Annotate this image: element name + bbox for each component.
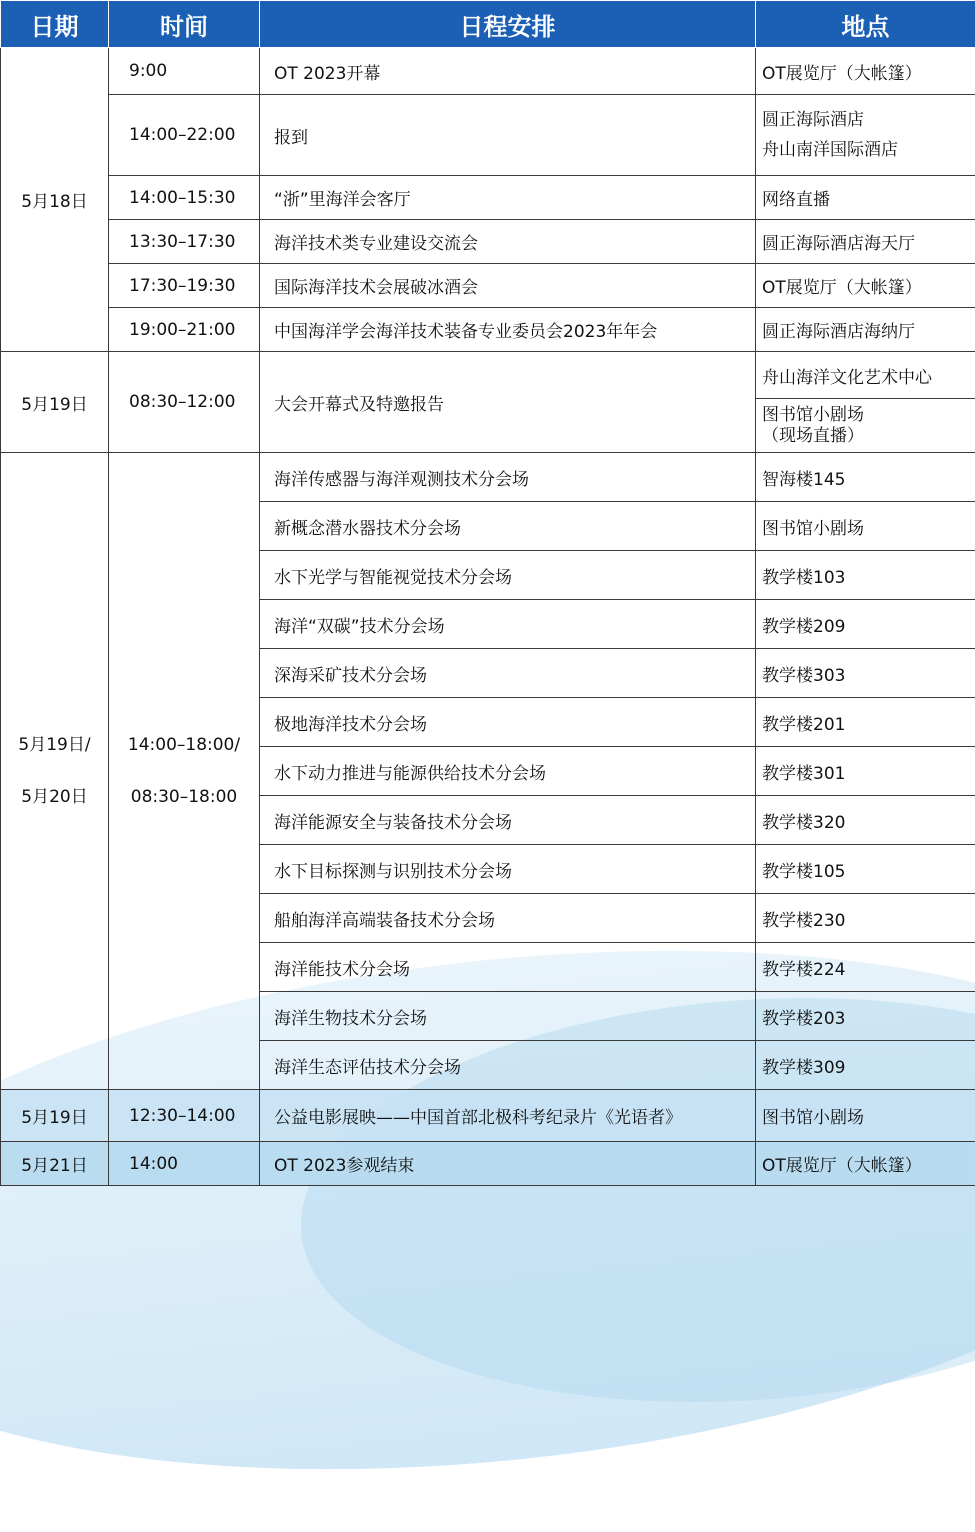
table-row [1, 95, 975, 176]
date-cell [1, 453, 109, 1090]
location-cell: 教学楼103 [756, 551, 975, 600]
location-cell: 教学楼209 [756, 600, 975, 649]
event-cell: 海洋能源安全与装备技术分会场 [260, 796, 756, 845]
location-cell: 圆正海际酒店海纳厅 [756, 308, 975, 352]
date-line: 5月20日 [1, 771, 108, 823]
location-cell: 教学楼320 [756, 796, 975, 845]
location-cell: OT展览厅（大帐篷） [756, 264, 975, 308]
event-cell: 海洋能技术分会场 [260, 943, 756, 992]
header-row [1, 1, 975, 48]
time-cell [109, 453, 260, 1090]
event-cell: 船舶海洋高端装备技术分会场 [260, 894, 756, 943]
location-cell: 教学楼224 [756, 943, 975, 992]
location-cell: 教学楼230 [756, 894, 975, 943]
event-cell: OT 2023参观结束 [260, 1142, 756, 1186]
location-cell: 舟山海洋文化艺术中心 [756, 352, 975, 399]
location-line: 图书馆小剧场 [762, 405, 975, 426]
location-cell: 教学楼301 [756, 747, 975, 796]
time-cell: 17:30–19:30 [109, 264, 260, 308]
event-cell: 中国海洋学会海洋技术装备专业委员会2023年年会 [260, 308, 756, 352]
event-cell: 极地海洋技术分会场 [260, 698, 756, 747]
event-cell: 海洋传感器与海洋观测技术分会场 [260, 453, 756, 502]
date-cell: 5月18日 [1, 48, 109, 352]
location-cell [756, 399, 975, 453]
event-cell: 海洋生物技术分会场 [260, 992, 756, 1041]
event-cell: 国际海洋技术会展破冰酒会 [260, 264, 756, 308]
location-cell: 图书馆小剧场 [756, 1090, 975, 1142]
time-cell: 14:00–15:30 [109, 176, 260, 220]
event-cell: 新概念潜水器技术分会场 [260, 502, 756, 551]
time-cell: 14:00 [109, 1142, 260, 1186]
location-line: 圆正海际酒店 [762, 105, 975, 135]
table-row [1, 1142, 975, 1186]
table-row [1, 352, 975, 399]
event-cell: 深海采矿技术分会场 [260, 649, 756, 698]
event-cell: 报到 [260, 95, 756, 176]
location-cell: 图书馆小剧场 [756, 502, 975, 551]
table-row [1, 1090, 975, 1142]
event-cell: 公益电影展映——中国首部北极科考纪录片《光语者》 [260, 1090, 756, 1142]
header-location: 地点 [756, 1, 975, 48]
time-cell: 13:30–17:30 [109, 220, 260, 264]
header-time: 时间 [109, 1, 260, 48]
table-row [1, 453, 975, 502]
location-line: （现场直播） [762, 426, 975, 447]
event-cell: 水下目标探测与识别技术分会场 [260, 845, 756, 894]
location-cell: OT展览厅（大帐篷） [756, 48, 975, 95]
location-cell: 教学楼203 [756, 992, 975, 1041]
table-row [1, 264, 975, 308]
location-cell: 网络直播 [756, 176, 975, 220]
event-cell: “浙”里海洋会客厅 [260, 176, 756, 220]
header-schedule: 日程安排 [260, 1, 756, 48]
location-cell: 智海楼145 [756, 453, 975, 502]
time-cell: 19:00–21:00 [109, 308, 260, 352]
event-cell: 大会开幕式及特邀报告 [260, 352, 756, 453]
time-cell: 08:30–12:00 [109, 352, 260, 453]
location-cell: OT展览厅（大帐篷） [756, 1142, 975, 1186]
table-row [1, 176, 975, 220]
location-cell: 教学楼303 [756, 649, 975, 698]
location-cell: 圆正海际酒店海天厅 [756, 220, 975, 264]
date-cell: 5月21日 [1, 1142, 109, 1186]
date-line: 5月19日/ [1, 719, 108, 771]
location-cell: 教学楼201 [756, 698, 975, 747]
table-row [1, 308, 975, 352]
location-line: 舟山南洋国际酒店 [762, 135, 975, 165]
event-cell: 水下光学与智能视觉技术分会场 [260, 551, 756, 600]
time-line: 08:30–18:00 [109, 771, 259, 823]
event-cell: 海洋生态评估技术分会场 [260, 1041, 756, 1090]
event-cell: 海洋“双碳”技术分会场 [260, 600, 756, 649]
header-date: 日期 [1, 1, 109, 48]
location-cell: 教学楼309 [756, 1041, 975, 1090]
time-cell: 14:00–22:00 [109, 95, 260, 176]
time-cell: 12:30–14:00 [109, 1090, 260, 1142]
table-row [1, 48, 975, 95]
location-cell [756, 95, 975, 176]
date-cell: 5月19日 [1, 352, 109, 453]
event-cell: OT 2023开幕 [260, 48, 756, 95]
event-cell: 水下动力推进与能源供给技术分会场 [260, 747, 756, 796]
location-cell: 教学楼105 [756, 845, 975, 894]
event-cell: 海洋技术类专业建设交流会 [260, 220, 756, 264]
table-row [1, 220, 975, 264]
date-cell: 5月19日 [1, 1090, 109, 1142]
time-cell: 9:00 [109, 48, 260, 95]
time-line: 14:00–18:00/ [109, 719, 259, 771]
